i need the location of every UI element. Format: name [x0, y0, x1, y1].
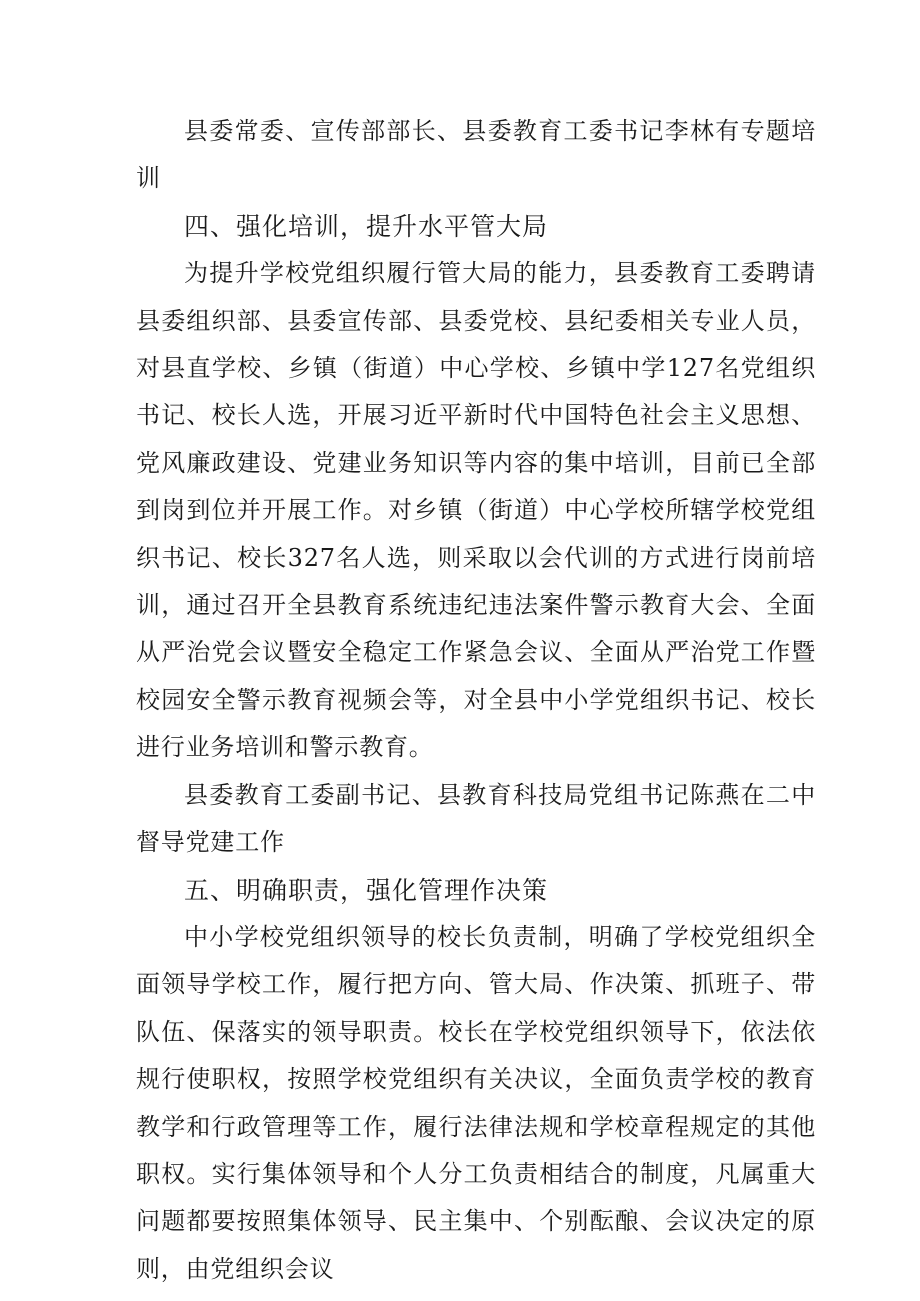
photo-caption-supervision: 县委教育工委副书记、县教育科技局党组书记陈燕在二中督导党建工作	[136, 780, 816, 857]
section-5-paragraph: 中小学校党组织领导的校长负责制，明确了学校党组织全面领导学校工作，履行把方向、管大局、作决策、抓班子、带队伍、保落实的领导职责。校长在学校党组织领导下，依法依规行使职权，按照学校党组织有关决议，全面负责学校的教育教学和行政管理等工作，履行法律法规和学校章程规定的其他职权。实行集体领导和个人分工负责相结合的制度，凡属重大问题都要按照集体领导、民主集中、个别酝酿、会议决定的原则，由党组织会议	[136, 922, 816, 1283]
section-4-paragraph: 为提升学校党组织履行管大局的能力，县委教育工委聘请县委组织部、县委宣传部、县委党校、县纪委相关专业人员，对县直学校、乡镇（街道）中心学校、乡镇中学127名党组织书记、校长人选，开展习近平新时代中国特色社会主义思想、党风廉政建设、党建业务知识等内容的集中培训，目前已全部到岗到位并开展工作。对乡镇（街道）中心学校所辖学校党组织书记、校长327名人选，则采取以会代训的方式进行岗前培训，通过召开全县教育系统违纪违法案件警示教育大会、全面从严治党会议暨安全稳定工作紧急会议、全面从严治党工作暨校园安全警示教育视频会等，对全县中小学党组织书记、校长进行业务培训和警示教育。	[136, 259, 816, 762]
section-heading-4: 四、强化培训，提升水平管大局	[184, 211, 549, 241]
section-heading-5: 五、明确职责，强化管理作决策	[184, 875, 549, 905]
document-page	[136, 108, 816, 1293]
photo-caption-training: 县委常委、宣传部部长、县委教育工委书记李林有专题培训	[136, 117, 816, 193]
